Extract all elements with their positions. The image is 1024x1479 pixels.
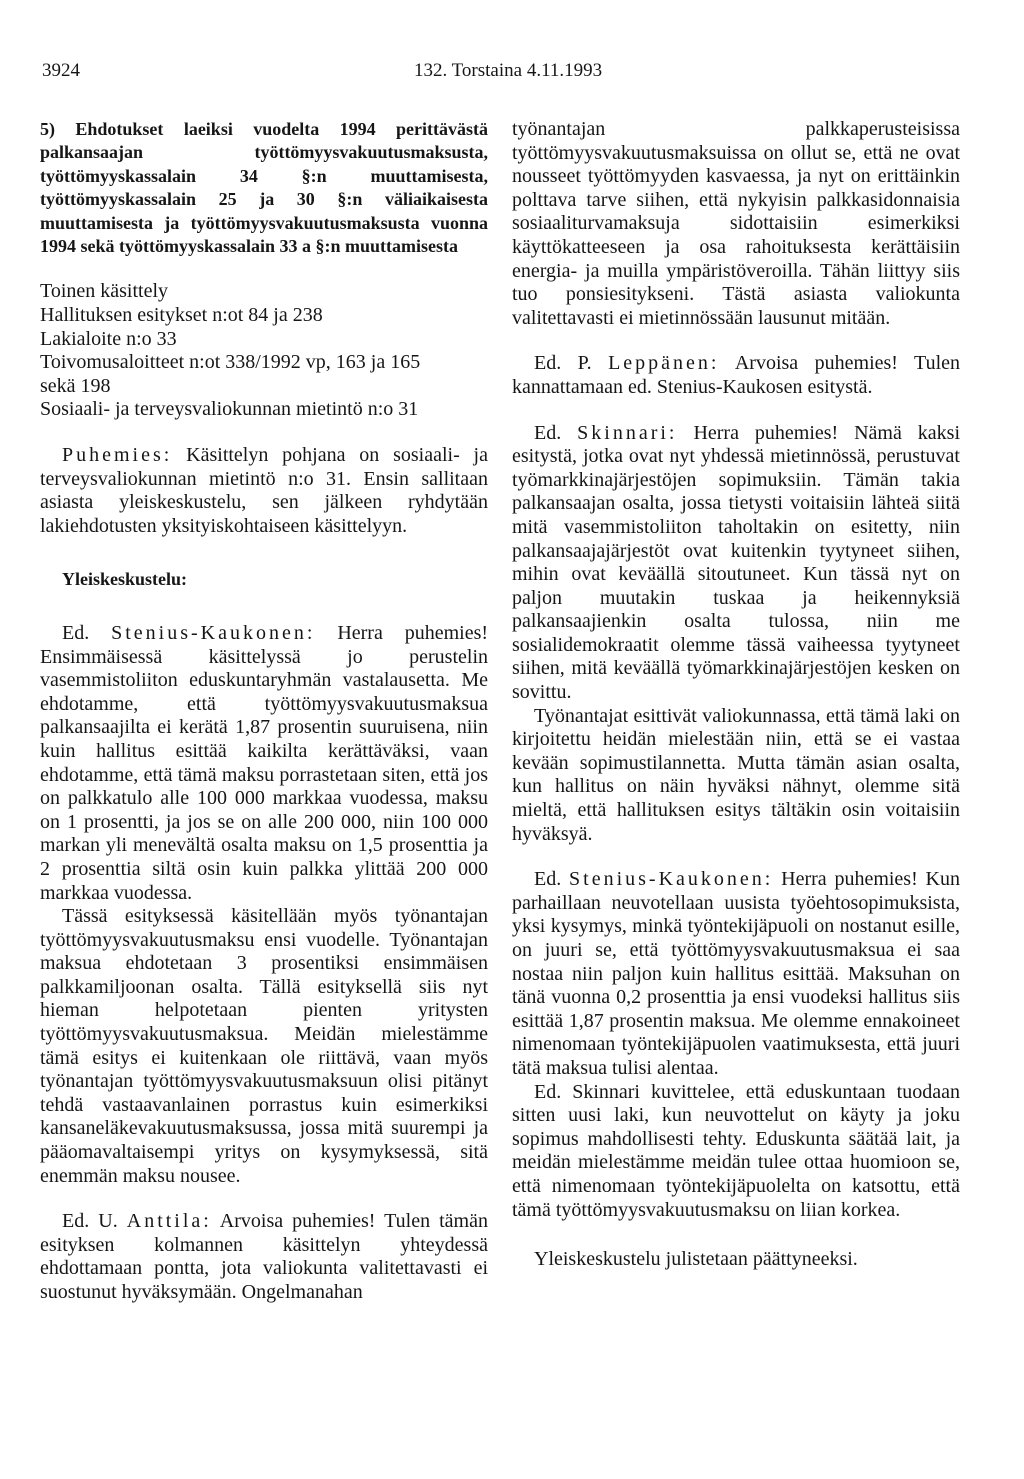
section-heading: Yleiskeskustelu: (62, 569, 188, 590)
speech-skinnari (512, 422, 960, 705)
speaker-name: Leppänen: (608, 352, 720, 375)
speaker-prefix: Ed. (62, 621, 90, 644)
speech-text: Käsittelyn pohjana on sosiaali- ja terveysvaliokunnan mietintö n:o 31. Ensin sallitaan asiasta yleiskeskustelu, sen jälkeen ryhdytään lakiehdotusten yksityiskohtaiseen käsittelyyn. (40, 444, 488, 537)
bill-title: 5) Ehdotukset laeiksi vuodelta 1994 perittävästä palkansaajan työttömyysvakuutusmaksusta, työttömyyskassalain 34 §:n muuttamisesta, työttömyyskassalain 25 ja 30 §:n väliaikaisesta muuttamisesta ja työttömyysvakuutusmaksusta vuonna 1994 sekä työttömyyskassalain 33 a §:n muuttamisesta (40, 119, 488, 257)
chair-statement (40, 444, 488, 538)
speaker-prefix: Ed. (534, 868, 562, 891)
speaker-name: Stenius-Kaukonen: (569, 868, 774, 891)
speech-text: Herra puhemies! Ensimmäisessä käsittelyssä jo perustelin vasemmistoliiton eduskuntaryhmän vastalausetta. Me ehdotamme, että työttömyysvakuutusmaksua palkansaajilta ei kerätä 1,87 prosentin suuruisena, niin kuin hallitus esittää kaikilta kerättäväksi, vaan ehdotamme, että tämä maksu porrastetaan siten, että jos on palkkatulo alle 100 000 markkaa vuodessa, maksu on 1 prosentti, ja jos se on alle 200 000, niin 100 000 markan yli menevältä osalta maksu on 1,5 prosenttia ja 2 prosenttia siltä osin kuin palkka ylittää 200 000 markkaa vuodessa. (40, 621, 489, 904)
meta-line: Hallituksen esitykset n:ot 84 ja 238 (40, 304, 323, 327)
speaker-name: Stenius-Kaukonen: (111, 621, 316, 644)
speaker-name: Skinnari: (577, 421, 678, 444)
meta-line: sekä 198 (40, 374, 111, 397)
left-column (40, 118, 488, 1305)
speech-paragraph: Työnantajat esittivät valiokunnassa, että tämä laki on kirjoitettu heidän mielestään niin, että se ei vastaa kevään sopimustilannetta. Mutta tämän asian osalta, kun hallitus on näin hyväksi nähnyt, olemme sitä mieltä, että hallituksen esitys tältäkin osin voitaisiin hyväksyä. (512, 704, 960, 845)
speaker-prefix: Ed. (534, 421, 562, 444)
bill-metadata (40, 280, 488, 422)
speech-text: Herra puhemies! Nämä kaksi esitystä, jotka ovat nyt yhdessä mietinnössä, perustuvat työmarkkinajärjestöjen sopimuksiin. Tämän takia palkansaajan osalta, jossa tietysti voitaisiin lähteä siitä mitä vasemmistoliiton taholtakin on esitetty, niin palkansaajajärjestöt ovat kuitenkin tyytyneet siihen, mihin ovat keväällä sitoutuneet. Kun tässä nyt on paljon muutakin tuskaa ja heikennyksiä palkansaajienkin osalta tulossa, niin me sosialidemokraatit olemme tässä vaiheessa tyytyneet siihen, mitä keväällä työmarkkinajärjestöjen kesken on sovittu. (512, 421, 961, 704)
speaker-prefix: Ed. P. (534, 352, 592, 375)
speaker-name: Anttila: (126, 1210, 212, 1233)
session-heading: 132. Torstaina 4.11.1993 (414, 60, 603, 81)
speech-text: Herra puhemies! Kun parhaillaan neuvotellaan uusista työehtosopimuksista, yksi kysymys, minkä työntekijäpuoli on nostanut esille, on juuri se, että työttömyysvakuutusmaksua ei saa nostaa niin paljon kuin hallitus esittää. Maksuhan on tänä vuonna 0,2 prosenttia ja ensi vuodeksi hallitus siis esittää 1,87 prosentin maksua. Me olemme ennakoineet nimenomaan työntekijäpuolen vaatimuksesta, että juuri tätä maksua tulisi alentaa. (512, 868, 960, 1079)
speech-stenius-kaukonen-2 (512, 868, 960, 1080)
speaker-prefix: Ed. U. (62, 1210, 118, 1233)
page-header (42, 60, 982, 90)
speech-leppanen (512, 352, 960, 399)
speech-text: Arvoisa puhemies! Tulen kannattamaan ed. Stenius-Kaukosen esitystä. (512, 352, 960, 398)
meta-line: Lakialoite n:o 33 (40, 327, 177, 350)
speech-continuation: työnantajan palkkaperusteisissa työttömyysvakuutusmaksuissa on ollut se, että ne ovat nousseet työttömyyden kasvaessa, ja nyt on erittäinkin polttava tarve siihen, että nykyisin palkkasidonnaisia sosiaaliturvamaksuja sidottaisiin esimerkiksi käyttökatteeseen ja osa rahoituksesta kerättäisiin energia- ja muilla ympäristöveroilla. Tähän liittyy siis tuo ponsiesitykseni. Tästä asiasta valiokunta valitettavasti ei mietinnössään lausunut mitään. (512, 118, 960, 329)
speech-paragraph: Tässä esityksessä käsitellään myös työnantajan työttömyysvakuutusmaksu ensi vuodelle. Työnantajan maksua ehdotetaan 3 prosentiksi ensimmäisen palkkamiljoonan osalta. Tällä esityksellä siis nyt hieman helpotetaan pienten yritysten työttömyysvakuutusmaksua. Meidän mielestämme tämä esitys ei kuitenkaan ole riittävä, vaan myös työnantajan työttömyysvakuutusmaksuun olisi pitänyt tehdä vastaavanlainen porrastus kuin esimerkiksi kansaneläkevakuutusmaksussa, jossa mitä suurempi ja pääomavaltaisempi yritys on kysymyksessä, sitä enemmän maksu nousee. (40, 905, 488, 1187)
meta-line: Toivomusaloitteet n:ot 338/1992 vp, 163 ja 165 (40, 351, 421, 374)
page-number: 3924 (42, 60, 80, 81)
speech-paragraph: Ed. Skinnari kuvittelee, että eduskuntaan tuodaan sitten uusi laki, kun neuvottelut on käyty ja joku sopimus mahdollisesti tehty. Eduskunta säätää lait, ja meidän mielestämme meidän tulee ottaa huomioon se, että nimenomaan työntekijäpuolelta on katsottu, että tämä työttömyysvakuutusmaksu on liian korkea. (512, 1080, 960, 1221)
speech-anttila (40, 1210, 488, 1304)
speech-stenius-kaukonen-1 (40, 622, 488, 905)
speech-text: Arvoisa puhemies! Tulen tämän esityksen kolmannen käsittelyn yhteydessä ehdottamaan pontta, jota valiokunta valitettavasti ei suostunut hyväksymään. Ongelmanahan (40, 1210, 488, 1303)
closing-statement: Yleiskeskustelu julistetaan päättyneeksi. (534, 1248, 858, 1271)
meta-line: Toinen käsittely (40, 280, 169, 303)
right-column (512, 118, 960, 1272)
speaker-name: Puhemies: (62, 444, 173, 466)
meta-line: Sosiaali- ja terveysvaliokunnan mietintö n:o 31 (40, 398, 419, 421)
